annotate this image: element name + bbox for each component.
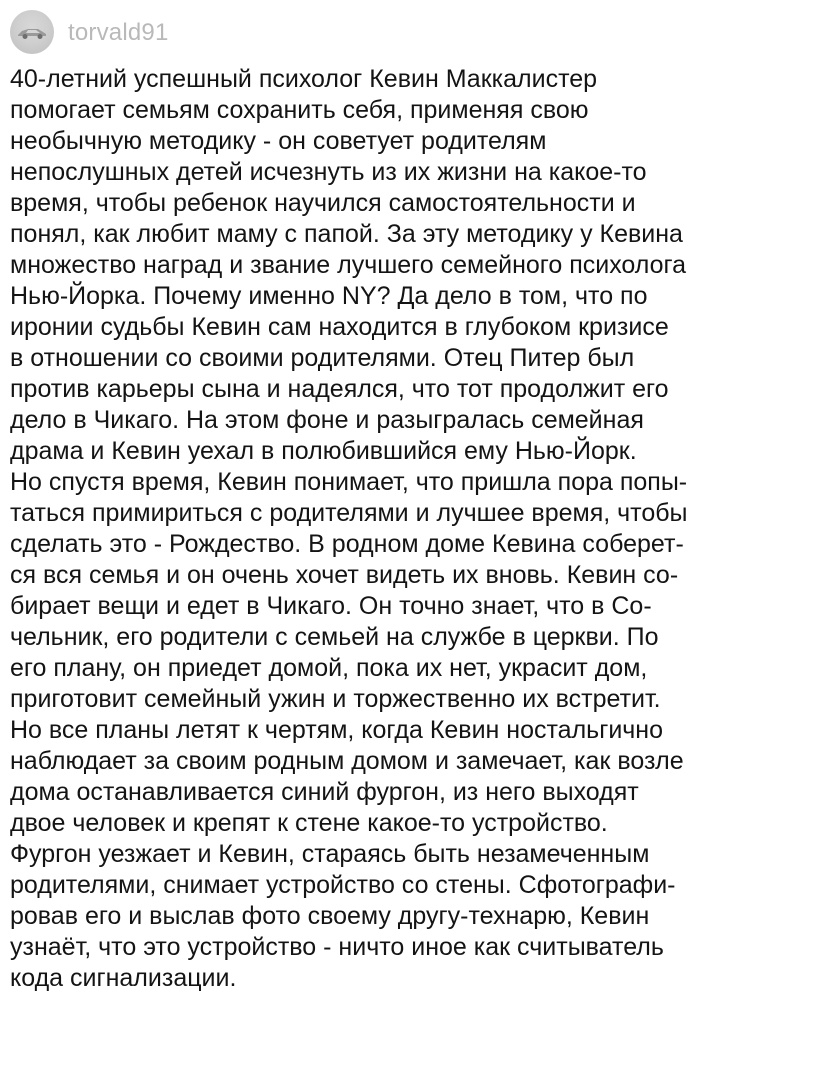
avatar[interactable] (10, 10, 54, 54)
username[interactable]: torvald91 (68, 19, 169, 46)
car-avatar-icon (16, 24, 48, 40)
post-header (10, 10, 169, 54)
post-body-text: 40-летний успешный психолог Кевин Маккалистер помогает семьям сохранить себя, применяя свою необычную методику - он советует родителям непослушных детей исчезнуть из их жизни на какое-то время, чтобы ребенок научился самостоятельности и понял, как любит маму с папой. За эту методику у Кевина множество наград и звание лучшего семейного психолога Нью-Йорка. Почему именно NY? Да дело в том, что по иронии судьбы Кевин сам находится в глубоком кризисе в отношении со своими родителями. Отец Питер был против карьеры сына и надеялся, что тот продолжит его дело в Чикаго. На этом фоне и разыгралась семейная драма и Кевин уехал в полюбившийся ему Нью-Йорк. Но спустя время, Кевин понимает, что пришла пора попы- таться примириться с родителями и лучшее время, чтобы сделать это - Рождество. В родном доме Кевина соберет- ся вся семья и он очень хочет видеть их вновь. Кевин со- бирает вещи и едет в Чикаго. Он точно знает, что в Со- чельник, его родители с семьей на службе в церкви. По его плану, он приедет домой, пока их нет, украсит дом, приготовит семейный ужин и торжественно их встретит. Но все планы летят к чертям, когда Кевин ностальгично наблюдает за своим родным домом и замечает, как возле дома останавливается синий фургон, из него выходят двое человек и крепят к стене какое-то устройство. Фургон уезжает и Кевин, стараясь быть незамеченным родителями, снимает устройство со стены. Сфотографи- ровав его и выслав фото своему другу-технарю, Кевин узнаёт, что это устройство - ничто иное как считыватель кода сигнализации. (10, 65, 688, 992)
